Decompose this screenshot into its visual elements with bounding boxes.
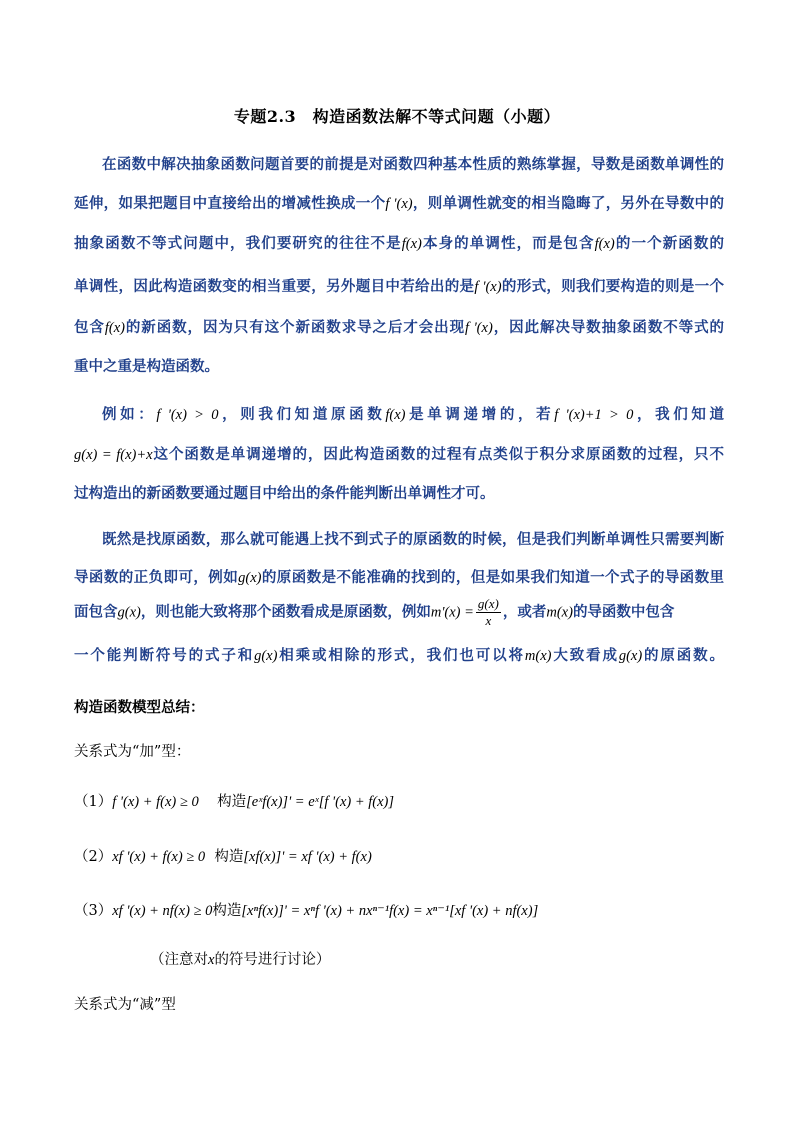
para3-line-4: 一个能判断符号的式子和g(x)相乘或相除的形式，我们也可以将m(x)大致看成g(x)的原函数。 — [74, 647, 725, 664]
intro-line-5: 包含f(x)的新函数，因为只有这个新函数求导之后才会出现f '(x)，因此解决导数抽象函数不等式的 — [74, 319, 725, 336]
summary-heading: 构造函数模型总结： — [74, 699, 205, 716]
formula-1: （1）f '(x) + f(x) ≥ 0 构造[eˣf(x)]' = eˣ[f '(x) + f(x)] — [74, 794, 395, 810]
fraction: $\frac{g(x)}{x}$ — [477, 596, 499, 628]
formula-2: （2）xf '(x) + f(x) ≥ 0 构造[xf(x)]' = xf '(x) + f(x) — [74, 849, 372, 865]
formula-3: （3）xf '(x) + nf(x) ≥ 0构造[xⁿf(x)]' = xⁿf '(x) + nxⁿ⁻¹f(x) = xⁿ⁻¹[xf '(x) + nf(x)] — [74, 903, 539, 919]
intro-line-3: 抽象函数不等式问题中，我们要研究的往往不是f(x)本身的单调性，而是包含f(x)的一个新函数的 — [74, 235, 725, 252]
para3-line-3: 面包含g(x)，则也能大致将那个函数看成是原函数，例如m'(x) = $\frac{g(x)}{x}$ ，或者m(x)的导函数中包含 — [74, 596, 675, 628]
para3-line-1: 既然是找原函数，那么就可能遇上找不到式子的原函数的时候，但是我们判断单调性只需要判断 — [102, 531, 724, 548]
example-line-3: 过构造出的新函数要通过题目中给出的条件能判断出单调性才可。 — [74, 485, 495, 502]
example-line-1: 例如：f '(x) > 0，则我们知道原函数f(x)是单调递增的，若f '(x)+1 > 0，我们知道 — [102, 406, 725, 423]
sub-type-heading: 关系式为“减”型 — [74, 997, 176, 1013]
intro-line-4: 单调性，因此构造函数变的相当重要，另外题目中若给出的是f '(x)的形式，则我们要构造的则是一个 — [74, 278, 725, 295]
para3-line-2: 导函数的正负即可，例如g(x)的原函数是不能准确的找到的，但是如果我们知道一个式子的导函数里 — [74, 569, 724, 586]
sign-note: （注意对x的符号进行讨论） — [150, 952, 331, 968]
intro-line-2: 延伸，如果把题目中直接给出的增减性换成一个f '(x)，则单调性就变的相当隐晦了，另外在导数中的 — [74, 195, 724, 212]
add-type-heading: 关系式为“加”型： — [74, 744, 191, 760]
page-title: 专题2.3 构造函数法解不等式问题（小题） — [233, 107, 561, 126]
intro-line-1: 在函数中解决抽象函数问题首要的前提是对函数四种基本性质的熟练掌握，导数是函数单调性的 — [102, 156, 724, 173]
example-line-2: g(x) = f(x)+x这个函数是单调递增的，因此构造函数的过程有点类似于积分求原函数的过程，只不 — [74, 446, 724, 463]
intro-line-6: 重中之重是构造函数。 — [74, 358, 219, 375]
